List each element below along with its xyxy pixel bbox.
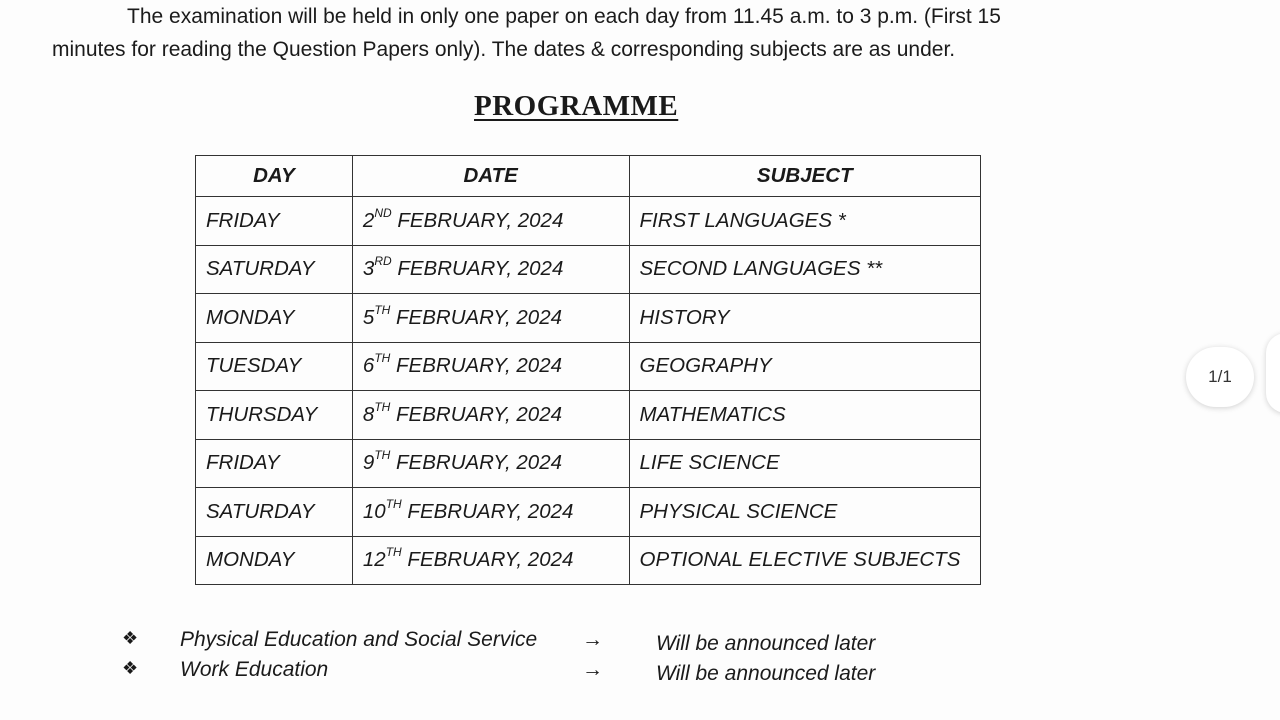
table-row [196, 245, 981, 294]
footnote-label: Work Education [180, 658, 329, 681]
next-page-handle[interactable] [1266, 333, 1280, 413]
footnote-note: Will be announced later [656, 662, 876, 685]
cell-date [352, 245, 629, 294]
footnote-label: Physical Education and Social Service [180, 628, 538, 651]
footnote-item [122, 628, 922, 658]
cell-date [352, 536, 629, 585]
table-row [196, 439, 981, 488]
cell-date [352, 439, 629, 488]
date-number: 2 [362, 208, 375, 232]
date-ordinal-suffix: RD [374, 254, 392, 269]
date-number: 3 [362, 257, 375, 281]
cell-day: TUESDAY [196, 342, 353, 391]
arrow-right-icon: → [582, 658, 603, 681]
header-day: DAY [196, 156, 353, 197]
date-ordinal-suffix: ND [374, 205, 392, 220]
date-number: 8 [362, 402, 375, 426]
cell-subject: LIFE SCIENCE [629, 439, 981, 488]
date-ordinal-suffix: TH [374, 399, 391, 414]
intro-paragraph [52, 0, 1152, 66]
cell-date [352, 391, 629, 440]
cell-day: FRIDAY [196, 197, 353, 246]
table-header-row [196, 156, 981, 197]
date-month-year: FEBRUARY, 2024 [407, 499, 574, 523]
date-number: 10 [362, 499, 386, 523]
date-month-year: FEBRUARY, 2024 [397, 208, 564, 232]
cell-day: MONDAY [196, 294, 353, 343]
date-ordinal-suffix: TH [374, 448, 391, 463]
table-row [196, 294, 981, 343]
cell-date [352, 197, 629, 246]
date-month-year: FEBRUARY, 2024 [407, 548, 574, 572]
cell-subject: GEOGRAPHY [629, 342, 981, 391]
header-subject: SUBJECT [629, 156, 981, 197]
arrow-right-icon: → [582, 628, 603, 651]
date-ordinal-suffix: TH [374, 351, 391, 366]
table-row [196, 536, 981, 585]
header-date: DATE [352, 156, 629, 197]
table-row [196, 391, 981, 440]
cell-day: THURSDAY [196, 391, 353, 440]
footnote-note: Will be announced later [656, 632, 876, 655]
date-month-year: FEBRUARY, 2024 [396, 451, 562, 475]
bullet-icon: ❖ [122, 658, 139, 678]
date-number: 5 [362, 305, 375, 329]
cell-day: MONDAY [196, 536, 353, 585]
cell-subject: OPTIONAL ELECTIVE SUBJECTS [629, 536, 981, 585]
cell-subject: FIRST LANGUAGES * [629, 197, 981, 246]
cell-day: SATURDAY [196, 488, 353, 537]
date-number: 9 [362, 451, 375, 475]
table-row [196, 197, 981, 246]
date-number: 12 [362, 548, 386, 572]
cell-date [352, 488, 629, 537]
cell-day: FRIDAY [196, 439, 353, 488]
cell-subject: PHYSICAL SCIENCE [629, 488, 981, 537]
cell-subject: HISTORY [629, 294, 981, 343]
intro-line-1: The examination will be held in only one paper on each day from 11.45 a.m. to 3 p.m. (First 15 [127, 5, 1001, 28]
date-number: 6 [362, 354, 375, 378]
date-month-year: FEBRUARY, 2024 [397, 257, 564, 281]
page-indicator: 1/1 [1186, 347, 1254, 407]
date-ordinal-suffix: TH [374, 302, 391, 317]
cell-subject: SECOND LANGUAGES ** [629, 245, 981, 294]
programme-table [195, 155, 981, 585]
date-ordinal-suffix: TH [385, 545, 402, 560]
cell-date [352, 294, 629, 343]
date-month-year: FEBRUARY, 2024 [396, 354, 562, 378]
cell-day: SATURDAY [196, 245, 353, 294]
footnote-item [122, 658, 922, 688]
cell-date [352, 342, 629, 391]
table-row [196, 342, 981, 391]
intro-line-2: minutes for reading the Question Papers only). The dates & corresponding subjects are as under. [52, 38, 956, 61]
cell-subject: MATHEMATICS [629, 391, 981, 440]
programme-heading: PROGRAMME [474, 90, 679, 122]
date-ordinal-suffix: TH [385, 496, 402, 511]
date-month-year: FEBRUARY, 2024 [396, 305, 562, 329]
footnotes [122, 628, 922, 688]
table-row [196, 488, 981, 537]
bullet-icon: ❖ [122, 628, 139, 648]
date-month-year: FEBRUARY, 2024 [396, 402, 562, 426]
